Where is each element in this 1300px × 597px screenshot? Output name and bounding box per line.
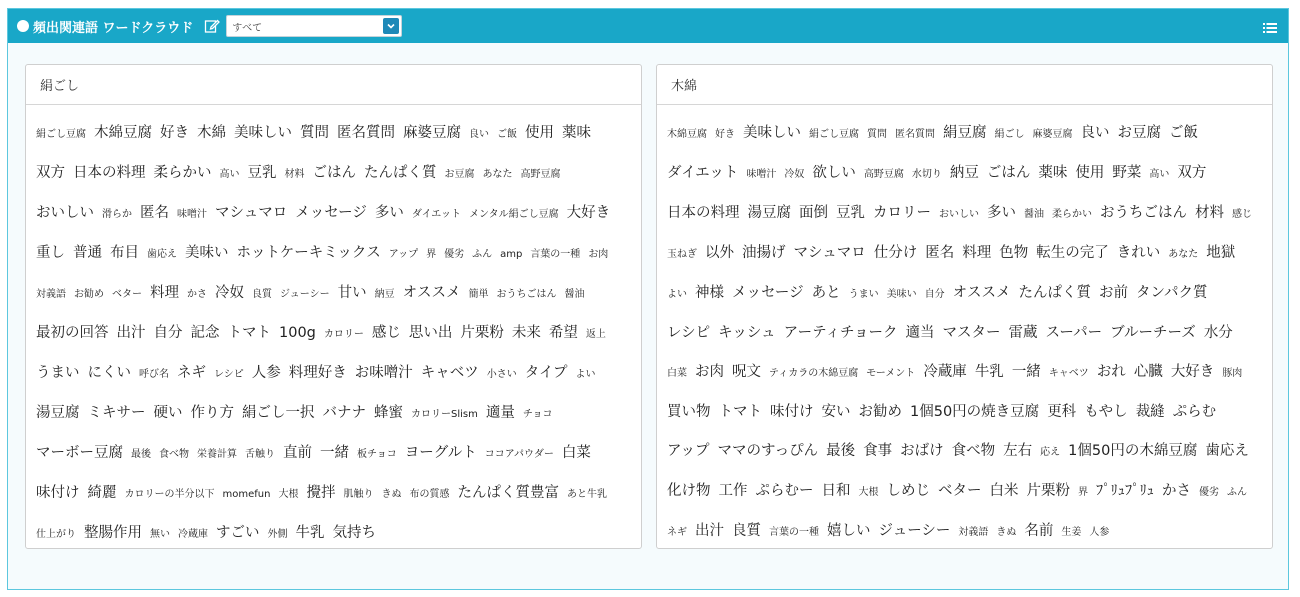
word-item[interactable]: 雷蔵: [1008, 325, 1038, 341]
word-item[interactable]: ネギ: [177, 365, 206, 381]
word-item[interactable]: メンタル絹ごし豆腐: [469, 209, 559, 220]
word-item[interactable]: 地獄: [1206, 245, 1236, 261]
word-item[interactable]: 麻婆豆腐: [403, 125, 461, 141]
word-item[interactable]: 薬味: [562, 125, 591, 141]
word-item[interactable]: 高野豆腐: [863, 169, 904, 180]
word-item[interactable]: 買い物: [667, 404, 711, 420]
word-item[interactable]: 舌触り: [245, 449, 275, 460]
word-item[interactable]: カロリーの半分以下: [124, 489, 215, 500]
word-item[interactable]: 応え: [1040, 447, 1061, 458]
word-item[interactable]: あと: [811, 285, 841, 301]
word-item[interactable]: 歯応え: [1205, 443, 1249, 459]
word-item[interactable]: 神様: [695, 285, 724, 301]
word-item[interactable]: 白菜: [561, 445, 591, 461]
word-item[interactable]: 味付け: [36, 485, 80, 501]
word-item[interactable]: 最後: [131, 449, 151, 460]
word-item[interactable]: 自分: [924, 289, 945, 300]
word-item[interactable]: 質問: [867, 129, 887, 140]
word-item[interactable]: キャベツ: [420, 365, 479, 381]
word-item[interactable]: 生姜: [1061, 527, 1082, 538]
word-item[interactable]: 柔らかい: [153, 165, 212, 181]
word-item[interactable]: 安い: [821, 404, 851, 420]
word-item[interactable]: 日本の料理: [667, 205, 740, 221]
panel-title: 絹ごし: [26, 65, 641, 105]
word-item[interactable]: たんぱく質豊富: [457, 485, 559, 501]
word-item[interactable]: 転生の完了: [1036, 245, 1109, 261]
edit-icon[interactable]: [203, 18, 220, 35]
word-item[interactable]: 冷奴: [215, 285, 244, 301]
word-item[interactable]: ブルーチーズ: [1110, 325, 1196, 341]
word-item[interactable]: ダイエット: [667, 165, 739, 181]
word-item[interactable]: タンパク質: [1136, 285, 1208, 301]
word-item[interactable]: アーティチョーク: [783, 325, 898, 341]
word-item[interactable]: 重し: [36, 245, 65, 261]
word-item[interactable]: 工作: [718, 483, 748, 499]
word-item[interactable]: 滑らか: [102, 209, 132, 220]
word-item[interactable]: タイプ: [524, 365, 568, 381]
word-item[interactable]: かさ: [187, 289, 207, 300]
word-item[interactable]: 片栗粉: [1026, 483, 1070, 499]
word-item[interactable]: 簡単: [468, 289, 489, 300]
word-item[interactable]: 美味しい: [234, 125, 292, 141]
word-item[interactable]: 醤油: [1024, 209, 1044, 220]
word-item[interactable]: たんぱく質: [364, 165, 437, 181]
word-item[interactable]: 多い: [374, 205, 404, 221]
word-item[interactable]: 匿名: [140, 205, 169, 221]
word-item[interactable]: 納豆: [374, 289, 395, 300]
word-item[interactable]: きぬ: [381, 489, 402, 500]
word-item[interactable]: 布目: [110, 245, 139, 261]
word-item[interactable]: ふん: [472, 249, 493, 260]
word-item[interactable]: 大根: [278, 489, 299, 500]
word-item[interactable]: お勧め: [858, 404, 902, 420]
word-item[interactable]: 高野豆腐: [520, 169, 561, 180]
word-item[interactable]: 好き: [160, 125, 189, 141]
word-item[interactable]: 湯豆腐: [747, 205, 791, 221]
word-item[interactable]: 更科: [1047, 404, 1077, 420]
word-item[interactable]: 味噌汁: [177, 209, 207, 220]
word-item[interactable]: 良い: [469, 129, 489, 140]
word-item[interactable]: 麻婆豆腐: [1032, 129, 1073, 140]
word-item[interactable]: ﾌﾟﾘｭﾌﾟﾘｭ: [1096, 483, 1154, 499]
word-item[interactable]: 一緒: [1011, 364, 1041, 380]
word-item[interactable]: 良質: [252, 289, 272, 300]
word-item[interactable]: 絹ごし: [994, 129, 1025, 140]
word-item[interactable]: レシピ: [667, 325, 711, 341]
word-item[interactable]: 水分: [1203, 325, 1233, 341]
word-item[interactable]: 水切り: [911, 169, 942, 180]
word-item[interactable]: ごはん: [986, 165, 1031, 181]
word-item[interactable]: 使用: [1075, 165, 1105, 181]
word-item[interactable]: きぬ: [996, 527, 1017, 538]
word-item[interactable]: すごい: [216, 525, 260, 541]
word-item[interactable]: おうちごはん: [496, 289, 557, 300]
word-item[interactable]: 片栗粉: [460, 325, 504, 341]
word-item[interactable]: マスター: [942, 325, 1001, 341]
word-item[interactable]: お豆腐: [444, 169, 475, 180]
word-item[interactable]: 小さい: [486, 369, 517, 380]
word-item[interactable]: 絹豆腐: [943, 125, 987, 141]
word-item[interactable]: お肉: [695, 364, 724, 380]
word-item[interactable]: 美味い: [185, 245, 229, 261]
word-item[interactable]: 蜂蜜: [374, 405, 403, 421]
word-item[interactable]: かさ: [1162, 483, 1191, 499]
word-item[interactable]: 冷奴: [784, 169, 805, 180]
word-item[interactable]: 100g: [279, 325, 316, 341]
word-item[interactable]: 人参: [1089, 527, 1110, 538]
word-item[interactable]: 味噌汁: [746, 169, 777, 180]
circle-icon: [17, 20, 29, 32]
word-item[interactable]: 心臓: [1133, 364, 1163, 380]
word-item[interactable]: 感じ: [1232, 209, 1252, 220]
word-item[interactable]: 白米: [989, 483, 1019, 499]
word-item[interactable]: アップ: [388, 249, 419, 260]
word-item[interactable]: お肉: [588, 249, 609, 260]
word-item[interactable]: キャベツ: [1048, 368, 1089, 379]
category-select-value: すべて: [232, 22, 263, 34]
word-item[interactable]: 以外: [705, 245, 734, 261]
word-item[interactable]: 作り方: [190, 405, 234, 421]
word-item[interactable]: 料理好き: [288, 365, 347, 381]
word-item[interactable]: 大好き: [1170, 364, 1215, 380]
category-select[interactable]: [226, 15, 402, 37]
widget-header: [8, 9, 1288, 43]
word-item[interactable]: 油揚げ: [742, 245, 786, 261]
word-item[interactable]: 多い: [987, 205, 1016, 221]
word-item[interactable]: 一緒: [320, 445, 349, 461]
word-item[interactable]: 冷蔵庫: [178, 529, 208, 540]
word-item[interactable]: 木綿豆腐: [94, 125, 152, 141]
word-item[interactable]: カロリー: [873, 205, 931, 221]
word-item[interactable]: あなた: [1168, 249, 1199, 260]
word-item[interactable]: 匿名質問: [895, 129, 935, 140]
word-item[interactable]: 仕分け: [873, 245, 918, 261]
word-item[interactable]: おうちごはん: [1100, 205, 1187, 221]
word-item[interactable]: 硬い: [153, 405, 183, 421]
word-item[interactable]: 対義語: [36, 289, 66, 300]
word-item[interactable]: 1個50円の焼き豆腐: [910, 404, 1040, 420]
word-item[interactable]: amp: [500, 249, 523, 260]
word-item[interactable]: カロリーSlism: [411, 409, 478, 420]
word-item[interactable]: 希望: [548, 325, 578, 341]
word-item[interactable]: 料理: [962, 245, 992, 261]
word-item[interactable]: バナナ: [322, 405, 366, 421]
word-item[interactable]: 優劣: [1199, 487, 1219, 498]
word-item[interactable]: 高い: [219, 169, 240, 180]
word-item[interactable]: 返上: [585, 329, 606, 340]
word-cloud: [26, 105, 641, 549]
word-item[interactable]: 普通: [73, 245, 102, 261]
word-item[interactable]: 歯応え: [147, 249, 177, 260]
word-item[interactable]: 界: [426, 249, 437, 260]
word-item[interactable]: ココアパウダー: [484, 449, 554, 460]
word-item[interactable]: 質問: [300, 125, 329, 141]
word-item[interactable]: しめじ: [886, 483, 930, 499]
word-item[interactable]: 高い: [1149, 169, 1170, 180]
panel-momen: [656, 64, 1273, 549]
word-item[interactable]: アップ: [667, 443, 710, 459]
word-item[interactable]: 欲しい: [812, 165, 856, 181]
word-item[interactable]: 仕上がり: [36, 529, 76, 540]
word-item[interactable]: たんぱく質: [1018, 285, 1091, 301]
word-item[interactable]: メッセージ: [732, 285, 804, 301]
word-item[interactable]: 使用: [525, 125, 554, 141]
word-item[interactable]: ジューシー: [878, 523, 951, 539]
word-item[interactable]: おいしい: [36, 205, 94, 221]
word-item[interactable]: 木綿: [197, 125, 226, 141]
word-item[interactable]: 最後: [826, 443, 856, 459]
word-item[interactable]: ジューシー: [280, 289, 330, 300]
word-item[interactable]: 自分: [153, 325, 183, 341]
word-item[interactable]: 整腸作用: [84, 525, 142, 541]
word-item[interactable]: ベター: [938, 483, 982, 499]
word-item[interactable]: 左右: [1003, 443, 1033, 459]
word-item[interactable]: 最初の回答: [36, 325, 109, 341]
word-item[interactable]: マシュマロ: [215, 205, 288, 221]
word-item[interactable]: 牛乳: [295, 525, 325, 541]
word-item[interactable]: 1個50円の木綿豆腐: [1068, 443, 1198, 459]
word-item[interactable]: 無い: [150, 529, 170, 540]
word-item[interactable]: 牛乳: [974, 364, 1004, 380]
word-item[interactable]: 対義語: [958, 527, 989, 538]
word-item[interactable]: 思い出: [408, 325, 453, 341]
word-item[interactable]: チョコ: [522, 409, 553, 420]
word-item[interactable]: 白菜: [667, 368, 687, 379]
word-item[interactable]: モーメント: [866, 368, 916, 379]
word-item[interactable]: ご飯: [1169, 125, 1198, 141]
word-item[interactable]: 料理: [150, 285, 179, 301]
word-cloud-widget: [7, 8, 1289, 590]
word-item[interactable]: 人参: [251, 365, 281, 381]
word-item[interactable]: 美味い: [886, 289, 917, 300]
word-item[interactable]: 絹ごし豆腐: [36, 129, 86, 140]
word-item[interactable]: メッセージ: [295, 205, 367, 221]
word-item[interactable]: トマト: [718, 404, 762, 420]
word-item[interactable]: 玉ねぎ: [667, 249, 697, 260]
word-cloud: [657, 105, 1272, 549]
word-item[interactable]: momefun: [222, 489, 271, 500]
word-item[interactable]: 面倒: [799, 205, 828, 221]
word-item[interactable]: よい: [667, 289, 687, 300]
word-item[interactable]: 味付け: [770, 404, 814, 420]
word-item[interactable]: キッシュ: [718, 325, 776, 341]
word-item[interactable]: 大好き: [566, 205, 611, 221]
word-item[interactable]: ぷらむー: [755, 483, 814, 499]
word-item[interactable]: ふん: [1227, 487, 1247, 498]
word-item[interactable]: 双方: [36, 165, 65, 181]
word-item[interactable]: 好き: [715, 129, 735, 140]
word-item[interactable]: ベター: [112, 289, 142, 300]
word-item[interactable]: 食べ物: [951, 443, 996, 459]
word-item[interactable]: 絹ごし一択: [242, 405, 315, 421]
word-item[interactable]: 出汁: [116, 325, 146, 341]
word-item[interactable]: 呼び名: [139, 369, 169, 380]
word-item[interactable]: お豆腐: [1117, 125, 1161, 141]
word-item[interactable]: マーボー豆腐: [36, 445, 123, 461]
word-item[interactable]: 大根: [858, 487, 879, 498]
word-item[interactable]: 布の質感: [409, 489, 450, 500]
word-item[interactable]: あと牛乳: [566, 489, 607, 500]
word-item[interactable]: 言葉の一種: [769, 527, 819, 538]
word-item[interactable]: お前: [1099, 285, 1128, 301]
word-item[interactable]: オススメ: [952, 285, 1011, 301]
word-item[interactable]: 日和: [821, 483, 851, 499]
word-item[interactable]: 嬉しい: [827, 523, 871, 539]
word-item[interactable]: 食べ物: [159, 449, 189, 460]
word-item[interactable]: 匿名質問: [337, 125, 395, 141]
word-item[interactable]: お勧め: [74, 289, 104, 300]
panel-title: 木綿: [657, 65, 1272, 105]
word-item[interactable]: 感じ: [371, 325, 401, 341]
word-item[interactable]: 豆乳: [836, 205, 865, 221]
word-item[interactable]: ティカラの木綿豆腐: [769, 368, 859, 379]
word-item[interactable]: マシュマロ: [793, 245, 866, 261]
word-item[interactable]: にくい: [87, 365, 131, 381]
word-item[interactable]: 栄養計算: [197, 449, 237, 460]
word-item[interactable]: 界: [1078, 487, 1088, 498]
word-item[interactable]: 材料: [284, 169, 305, 180]
word-item[interactable]: 未来: [511, 325, 541, 341]
word-item[interactable]: ヨーグルト: [404, 445, 477, 461]
word-item[interactable]: 豚肉: [1222, 368, 1243, 379]
word-item[interactable]: お味噌汁: [354, 365, 413, 381]
word-item[interactable]: 納豆: [949, 165, 979, 181]
word-item[interactable]: うまい: [36, 365, 80, 381]
word-item[interactable]: 綺麗: [87, 485, 117, 501]
word-item[interactable]: よい: [575, 369, 596, 380]
word-item[interactable]: 豆乳: [247, 165, 277, 181]
word-item[interactable]: 適当: [905, 325, 935, 341]
word-item[interactable]: 色物: [999, 245, 1029, 261]
word-item[interactable]: おばけ: [900, 443, 944, 459]
word-item[interactable]: 記念: [190, 325, 220, 341]
word-item[interactable]: 化け物: [667, 483, 711, 499]
word-item[interactable]: 攪拌: [306, 485, 336, 501]
word-item[interactable]: 甘い: [337, 285, 367, 301]
word-item[interactable]: 肌触り: [343, 489, 374, 500]
list-icon[interactable]: [1263, 19, 1277, 31]
chevron-down-icon[interactable]: [383, 18, 399, 34]
word-item[interactable]: 板チョコ: [357, 449, 397, 460]
word-item[interactable]: 柔らかい: [1052, 209, 1092, 220]
word-item[interactable]: おれ: [1096, 364, 1126, 380]
word-item[interactable]: 良い: [1080, 125, 1110, 141]
word-item[interactable]: 優劣: [444, 249, 465, 260]
word-item[interactable]: スーパー: [1045, 325, 1103, 341]
word-item[interactable]: ごはん: [312, 165, 356, 181]
word-item[interactable]: 薬味: [1038, 165, 1068, 181]
word-item[interactable]: 絹ごし豆腐: [809, 129, 859, 140]
word-item[interactable]: 適量: [485, 405, 515, 421]
word-item[interactable]: トマト: [227, 325, 271, 341]
word-item[interactable]: ミキサー: [87, 405, 146, 421]
word-item[interactable]: 材料: [1195, 205, 1224, 221]
word-item[interactable]: 食事: [863, 443, 893, 459]
word-item[interactable]: きれい: [1116, 245, 1161, 261]
word-item[interactable]: 呪文: [732, 364, 761, 380]
word-item[interactable]: 言葉の一種: [530, 249, 581, 260]
word-item[interactable]: 出汁: [695, 523, 724, 539]
word-item[interactable]: ネギ: [667, 527, 687, 538]
word-item[interactable]: ご飯: [497, 129, 517, 140]
word-item[interactable]: 気持ち: [332, 525, 376, 541]
word-item[interactable]: 双方: [1177, 165, 1207, 181]
panel-kinugoshi: [25, 64, 642, 549]
word-item[interactable]: 醤油: [564, 289, 585, 300]
word-item[interactable]: もやし: [1084, 404, 1128, 420]
word-item[interactable]: 裁縫: [1135, 404, 1165, 420]
word-item[interactable]: オススメ: [402, 285, 461, 301]
word-item[interactable]: 外側: [267, 529, 288, 540]
widget-title: 頻出関連語 ワードクラウド: [33, 20, 194, 36]
word-item[interactable]: ホットケーキミックス: [236, 245, 381, 261]
word-item[interactable]: ダイエット: [411, 209, 462, 220]
word-item[interactable]: ママのすっぴん: [717, 443, 819, 459]
word-item[interactable]: 良質: [732, 523, 761, 539]
word-item[interactable]: あなた: [482, 169, 513, 180]
word-item[interactable]: カロリー: [323, 329, 364, 340]
word-item[interactable]: 冷蔵庫: [923, 364, 967, 380]
word-item[interactable]: うまい: [848, 289, 879, 300]
word-item[interactable]: 美味しい: [743, 125, 801, 141]
word-item[interactable]: レシピ: [214, 369, 244, 380]
word-item[interactable]: 日本の料理: [73, 165, 146, 181]
word-item[interactable]: 木綿豆腐: [667, 129, 707, 140]
word-item[interactable]: 匿名: [925, 245, 955, 261]
word-item[interactable]: 名前: [1024, 523, 1054, 539]
word-item[interactable]: ぷらむ: [1172, 404, 1217, 420]
word-item[interactable]: 野菜: [1112, 165, 1142, 181]
word-item[interactable]: 湯豆腐: [36, 405, 80, 421]
word-item[interactable]: 直前: [283, 445, 312, 461]
word-item[interactable]: おいしい: [939, 209, 979, 220]
